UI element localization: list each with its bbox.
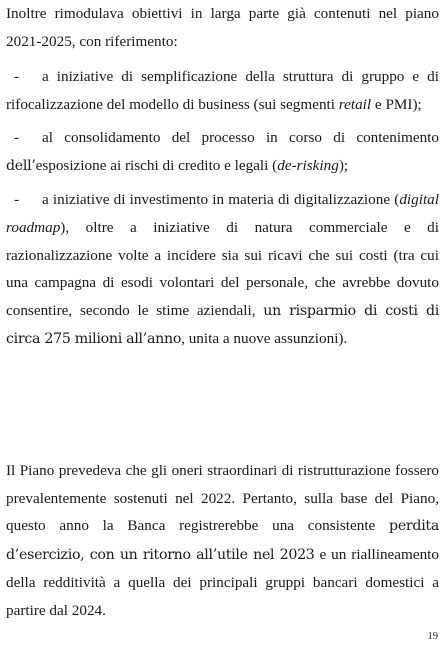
emphasized-text: dell’: [6, 157, 36, 174]
emphasized-text: perdita d’esercizio, con un ritorno all’utile nel 2023: [6, 518, 439, 563]
text-run: );: [338, 156, 349, 174]
bullet-text: [6, 63, 439, 118]
objectives-list: [6, 63, 439, 360]
text-run: e un riallineamento della redditività a quella dei principali gruppi bancari domestici a partire dal 2024.: [6, 545, 439, 619]
italic-term: digital roadmap: [6, 191, 439, 236]
list-item: [6, 124, 439, 180]
bullet-text: [6, 124, 439, 180]
bullet-dash: -: [14, 129, 20, 147]
bullet-dash: -: [14, 68, 20, 85]
text-run: Il Piano prevedeva che gli oneri straordinari di ristrutturazione fossero prevalentemente sostenuti nel 2022. Pertanto, sulla base del Piano, questo anno la Banca registrerebbe una consistente: [6, 462, 439, 535]
list-item: [6, 186, 439, 354]
bullet-dash: -: [14, 191, 20, 209]
italic-term: de-risking: [277, 156, 339, 174]
text-run: esposizione ai rischi di credito e legali (: [35, 156, 278, 174]
text-run: al consolidamento del processo in corso di contenimento: [42, 129, 439, 147]
text-run: , unita a nuove assunzioni).: [181, 330, 348, 348]
list-item: [6, 63, 439, 118]
text-run: e PMI);: [371, 95, 422, 113]
text-run: a iniziative di investimento in materia di digitalizzazione (: [42, 191, 400, 209]
text-run: ), oltre a iniziative di natura commerciale e di razionalizzazione volte a incidere sia sui ricavi che sui costi (tra cui una campagna di esodi volontari del personale, che avrebbe dovuto consentire, secondo le stime aziendali,: [6, 218, 439, 319]
bullet-text: [6, 186, 439, 354]
closing-paragraph: [6, 457, 439, 625]
text-run: a iniziative di semplificazione della struttura di gruppo e di rifocalizzazione del modello di business (sui segmenti: [6, 68, 439, 113]
emphasized-text: un risparmio di costi di circa 275 milioni all’anno: [6, 302, 439, 348]
italic-term: retail: [338, 95, 372, 113]
page-number: 19: [427, 631, 438, 642]
intro-paragraph: Inoltre rimodulava obiettivi in larga parte già contenuti nel piano 2021-2025, con riferimento:: [6, 5, 439, 50]
